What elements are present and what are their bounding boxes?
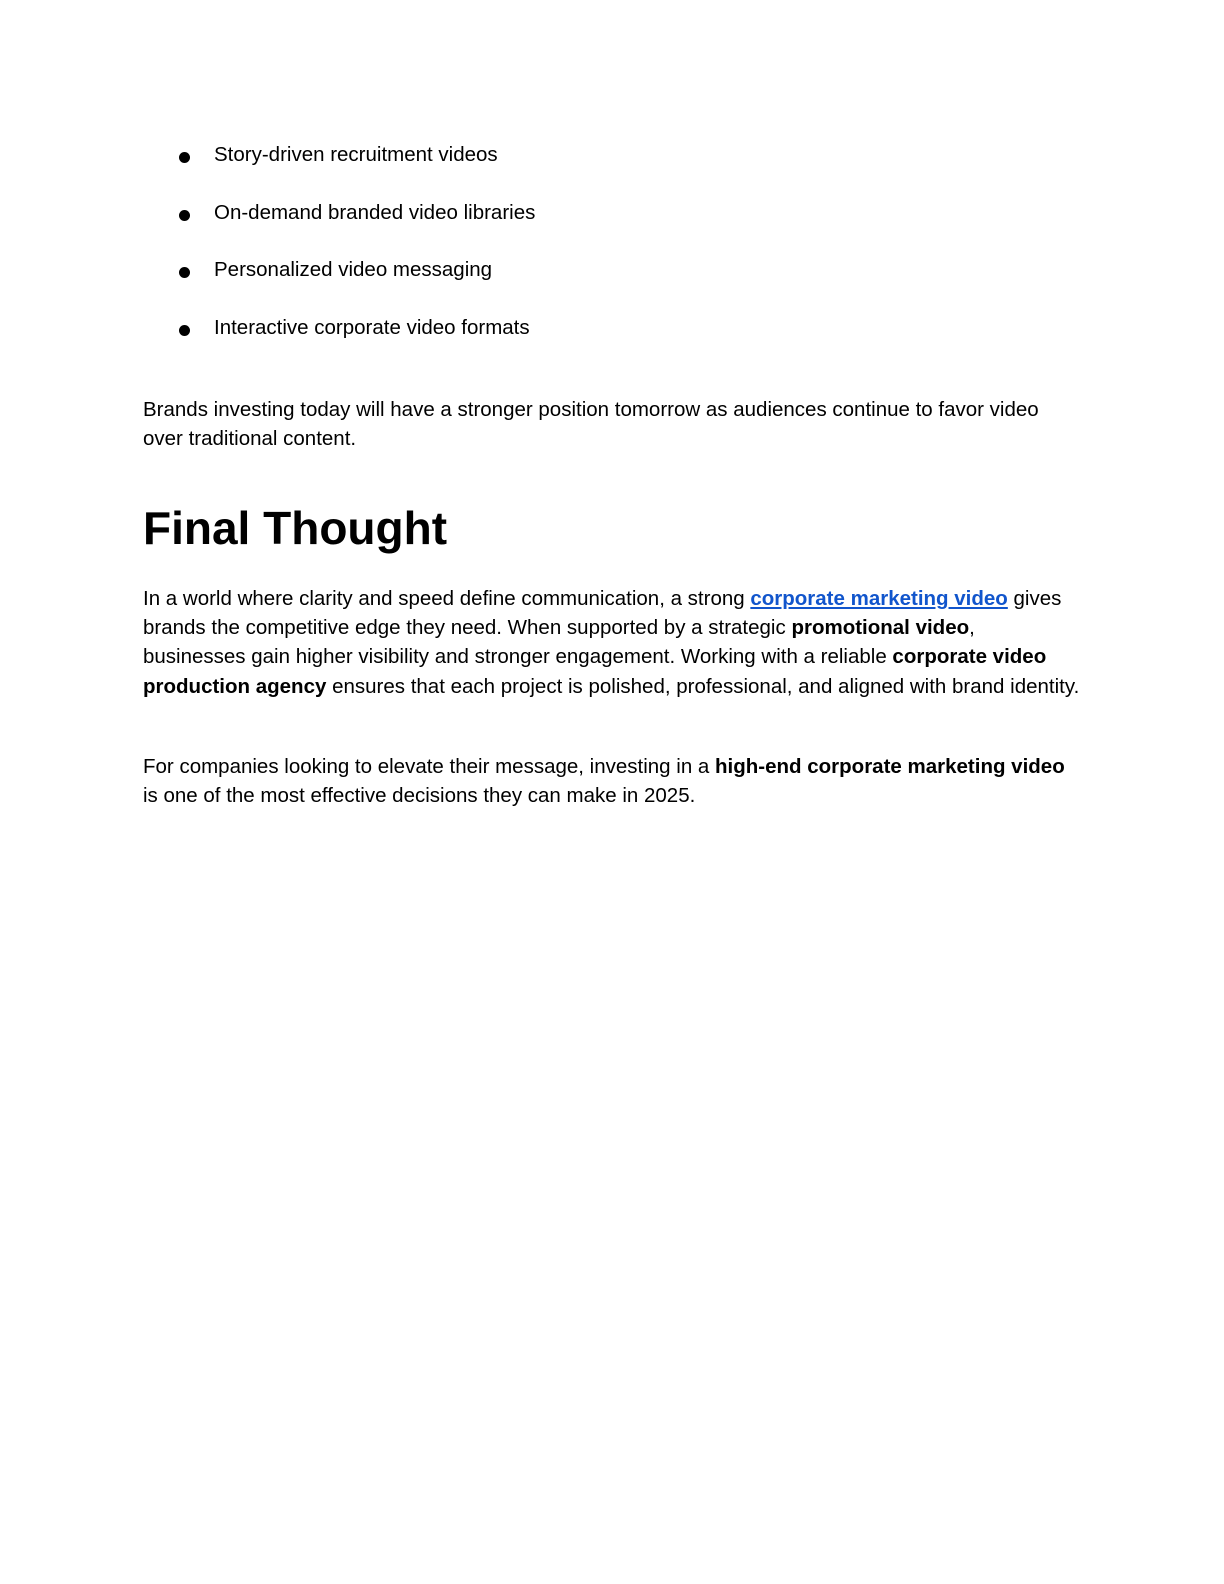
brands-paragraph: Brands investing today will have a stronger position tomorrow as audiences continue to favor video over traditional content.	[143, 398, 1039, 451]
closing-paragraph	[143, 752, 1083, 810]
list-item-text: Story-driven recruitment videos	[214, 143, 498, 166]
bullet-icon	[179, 267, 190, 278]
section-heading: Final Thought	[143, 502, 448, 554]
corporate-marketing-video-link[interactable]: corporate marketing video	[750, 587, 1008, 610]
bullet-icon	[179, 210, 190, 221]
list-item-text: On-demand branded video libraries	[214, 200, 536, 224]
paragraph-text: is one of the most effective decisions they can make in 2025.	[143, 784, 696, 808]
paragraph-text: gives brands the competitive edge they need. When supported by a strategic	[143, 587, 1062, 640]
bullet-icon	[179, 325, 190, 336]
bold-phrase: corporate video production agency	[143, 645, 1047, 698]
paragraph-text: For companies looking to elevate their message, investing in a	[143, 755, 716, 778]
paragraph-text: ensures that each project is polished, professional, and aligned with brand identity.	[326, 674, 1080, 698]
paragraph-text: In a world where clarity and speed define communication, a strong	[143, 587, 751, 610]
final-thought-paragraph	[143, 584, 1083, 701]
paragraph-text: , businesses gain higher visibility and stronger engagement. Working with a reliable	[143, 616, 975, 669]
list-item-text: Personalized video messaging	[214, 258, 493, 281]
list-item-text: Interactive corporate video formats	[214, 315, 530, 339]
bold-phrase: high-end corporate marketing video	[715, 755, 1065, 778]
bullet-icon	[179, 152, 190, 163]
bold-phrase: promotional video	[791, 616, 970, 640]
